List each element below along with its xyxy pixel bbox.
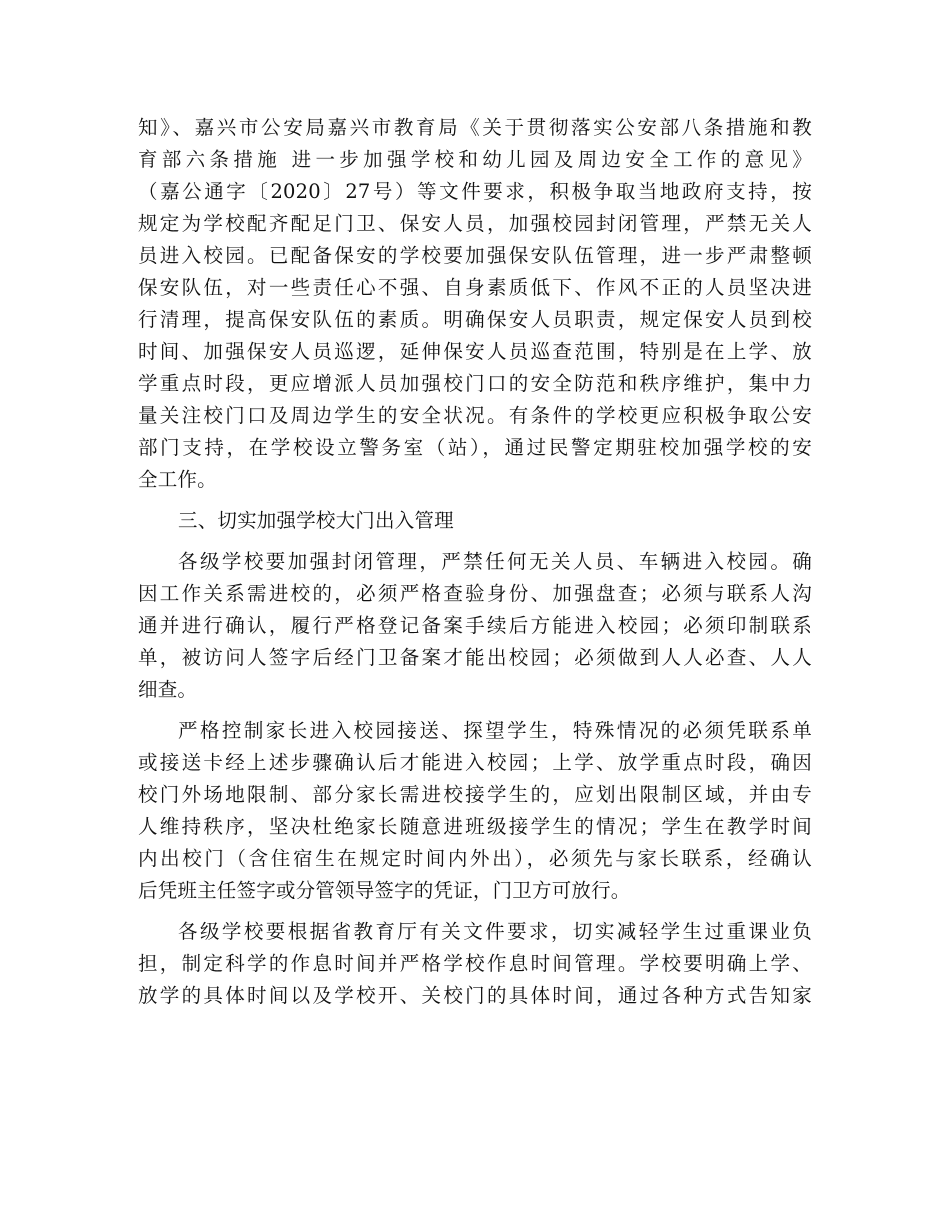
paragraph <box>138 546 812 706</box>
text-line: 员进入校园。已配备保安的学校要加强保安队伍管理，进一步严肃整顿 <box>138 244 812 267</box>
text-line: 学重点时段，更应增派人员加强校门口的安全防范和秩序维护，集中力 <box>138 372 812 395</box>
paragraph <box>138 715 812 907</box>
paragraph-gap <box>138 706 812 715</box>
document-body <box>138 112 812 1012</box>
text-line: 通并进行确认，履行严格登记备案手续后方能进入校园；必须印制联系 <box>138 614 812 637</box>
paragraph <box>138 916 812 1012</box>
text-line: 行清理，提高保安队伍的素质。明确保安人员职责，规定保安人员到校 <box>138 308 812 331</box>
text-line: 后凭班主任签字或分管领导签字的凭证，门卫方可放行。 <box>138 879 631 902</box>
text-line: 时间、加强保安人员巡逻，延伸保安人员巡查范围，特别是在上学、放 <box>138 340 812 363</box>
text-line: 各级学校要根据省教育厅有关文件要求，切实减轻学生过重课业负 <box>178 920 812 943</box>
text-line: 三、切实加强学校大门出入管理 <box>178 509 454 532</box>
text-line: （嘉公通字〔2020〕27号）等文件要求，积极争取当地政府支持，按 <box>138 180 812 203</box>
paragraph-gap <box>138 496 812 505</box>
paragraph <box>138 112 812 496</box>
section-heading <box>138 505 812 537</box>
text-line: 保安队伍，对一些责任心不强、自身素质低下、作风不正的人员坚决进 <box>138 276 812 299</box>
text-line: 放学的具体时间以及学校开、关校门的具体时间，通过各种方式告知家 <box>138 984 812 1007</box>
text-line: 因工作关系需进校的，必须严格查验身份、加强盘查；必须与联系人沟 <box>138 582 812 605</box>
text-line: 各级学校要加强封闭管理，严禁任何无关人员、车辆进入校园。确 <box>178 550 812 573</box>
text-line: 知》、嘉兴市公安局嘉兴市教育局《关于贯彻落实公安部八条措施和教 <box>138 116 812 139</box>
text-line: 严格控制家长进入校园接送、探望学生，特殊情况的必须凭联系单 <box>178 719 812 742</box>
text-line: 量关注校门口及周边学生的安全状况。有条件的学校更应积极争取公安 <box>138 404 812 427</box>
text-line: 或接送卡经上述步骤确认后才能进入校园；上学、放学重点时段，确因 <box>138 751 812 774</box>
text-line: 规定为学校配齐配足门卫、保安人员，加强校园封闭管理，严禁无关人 <box>138 212 812 235</box>
text-line: 单，被访问人签字后经门卫备案才能出校园；必须做到人人必查、人人 <box>138 646 812 669</box>
text-line: 校门外场地限制、部分家长需进校接学生的，应划出限制区域，并由专 <box>138 783 812 806</box>
text-line: 人维持秩序，坚决杜绝家长随意进班级接学生的情况；学生在教学时间 <box>138 815 812 838</box>
paragraph-gap <box>138 537 812 546</box>
paragraph-gap <box>138 907 812 916</box>
text-line: 育部六条措施 进一步加强学校和幼儿园及周边安全工作的意见》 <box>138 148 812 171</box>
text-line: 担，制定科学的作息时间并严格学校作息时间管理。学校要明确上学、 <box>138 952 812 975</box>
text-line: 全工作。 <box>138 468 217 491</box>
text-line: 内出校门（含住宿生在规定时间内外出），必须先与家长联系，经确认 <box>138 847 812 870</box>
text-line: 部门支持，在学校设立警务室（站），通过民警定期驻校加强学校的安 <box>138 436 812 459</box>
text-line: 细查。 <box>138 678 198 701</box>
